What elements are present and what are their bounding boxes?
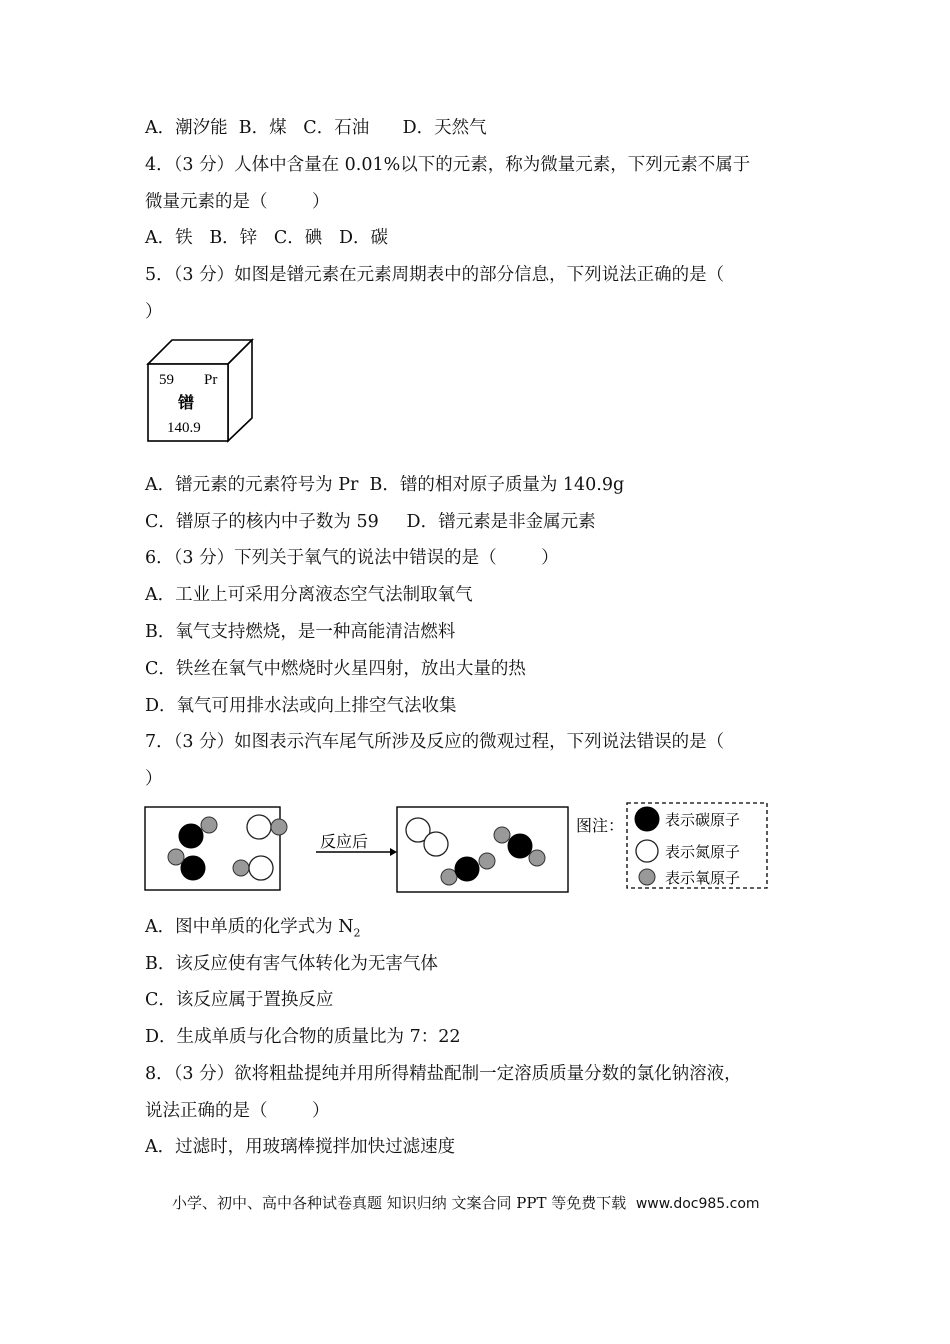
question-7-cont: ） <box>145 769 163 789</box>
footer-url[interactable]: www.doc985.com <box>635 1196 760 1212</box>
element-number: 59 <box>159 372 174 388</box>
element-name: 镨 <box>178 393 195 412</box>
question-8-cont: 说法正确的是（ ） <box>145 1101 330 1121</box>
question-6-option-c: C．铁丝在氧气中燃烧时火星四射，放出大量的热 <box>145 659 526 679</box>
question-8: 8．（3 分）欲将粗盐提纯并用所得精盐配制一定溶质质量分数的氯化钠溶液， <box>145 1064 742 1084</box>
question-7-option-b: B．该反应使有害气体转化为无害气体 <box>145 954 438 974</box>
question-4: 4．（3 分）人体中含量在 0.01%以下的元素，称为微量元素，下列元素不属于 <box>145 155 751 175</box>
element-card-figure <box>146 338 256 444</box>
page-footer <box>172 1192 760 1213</box>
question-4-cont: 微量元素的是（ ） <box>145 192 330 212</box>
question-5-option-ab: A．镨元素的元素符号为 Pr B．镨的相对原子质量为 140.9g <box>145 475 625 495</box>
question-4-options: A．铁 B．锌 C．碘 D．碳 <box>145 228 388 248</box>
question-5: 5．（3 分）如图是镨元素在元素周期表中的部分信息，下列说法正确的是（ <box>145 265 725 285</box>
question-7: 7．（3 分）如图表示汽车尾气所涉及反应的微观过程，下列说法错误的是（ <box>145 732 725 752</box>
question-6-option-a: A．工业上可采用分离液态空气法制取氧气 <box>145 585 473 605</box>
n2-subscript: 2 <box>353 926 361 940</box>
question-7-option-a <box>145 916 361 945</box>
footer-text: 小学、初中、高中各种试卷真题 知识归纳 文案合同 PPT 等免费下载 <box>172 1194 636 1212</box>
legend-carbon: 表示碳原子 <box>665 811 741 829</box>
legend-oxygen: 表示氧原子 <box>665 869 741 887</box>
reaction-diagram <box>144 800 774 896</box>
question-5-option-cd: C．镨原子的核内中子数为 59 D．镨元素是非金属元素 <box>145 512 596 532</box>
legend-nitrogen: 表示氮原子 <box>665 843 741 861</box>
question-5-cont: ） <box>145 302 163 322</box>
question-6-option-d: D．氧气可用排水法或向上排空气法收集 <box>145 696 457 716</box>
question-6: 6．（3 分）下列关于氧气的说法中错误的是（ ） <box>145 548 559 568</box>
question-7-option-c: C．该反应属于置换反应 <box>145 990 334 1010</box>
line-1: A．潮汐能 B．煤 C．石油 D．天然气 <box>145 118 487 138</box>
legend-title: 图注： <box>576 816 625 835</box>
question-6-option-b: B．氧气支持燃烧，是一种高能清洁燃料 <box>145 622 456 642</box>
option-a-text: A．图中单质的化学式为 N <box>145 917 354 937</box>
arrow-label: 反应后 <box>320 832 369 851</box>
question-7-option-d: D．生成单质与化合物的质量比为 7：22 <box>145 1027 461 1047</box>
question-8-option-a: A．过滤时，用玻璃棒搅拌加快过滤速度 <box>145 1137 456 1157</box>
element-mass: 140.9 <box>167 420 201 436</box>
element-symbol: Pr <box>204 372 218 388</box>
